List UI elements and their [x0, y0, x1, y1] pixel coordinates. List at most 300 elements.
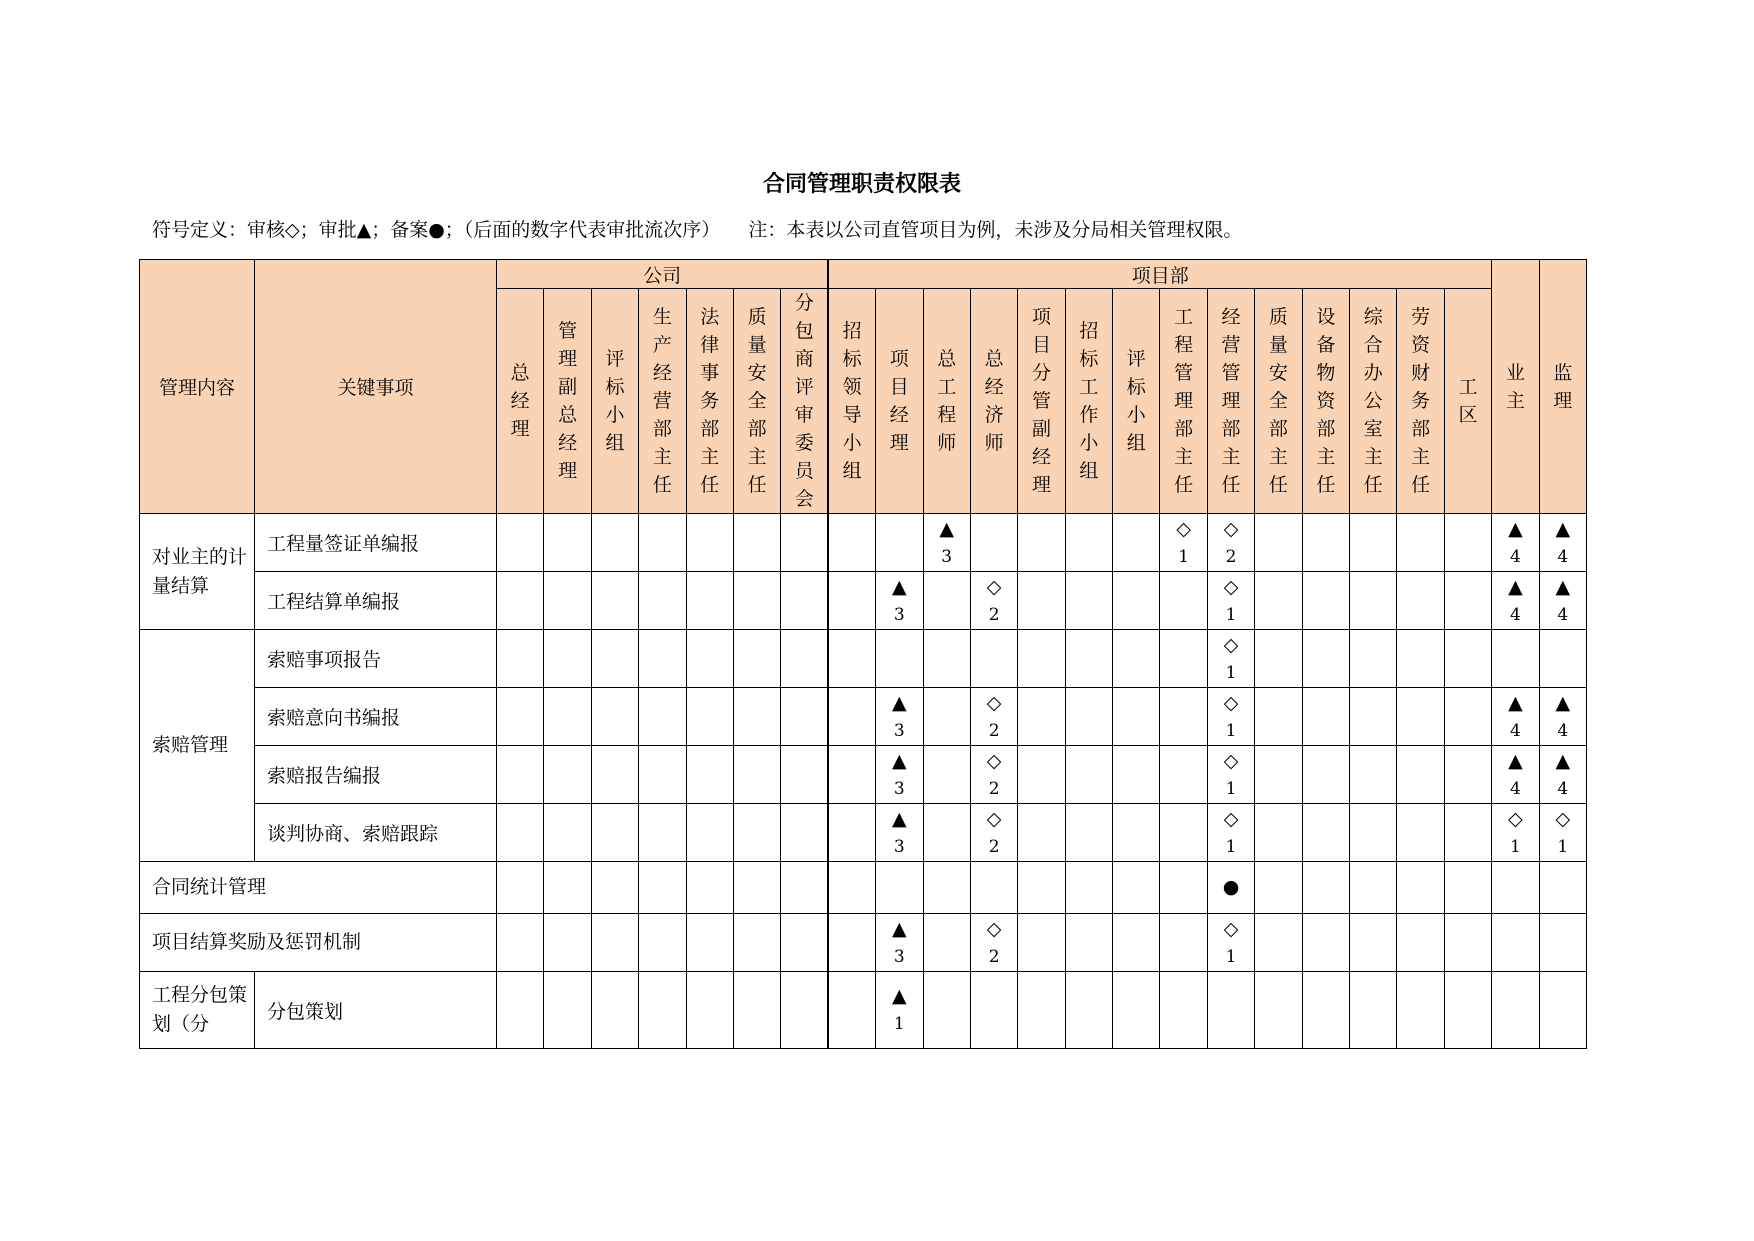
- approval-order: 4: [1509, 604, 1521, 625]
- role-cell: [781, 972, 828, 1049]
- role-cell: [1160, 804, 1207, 862]
- role-cell: [1255, 746, 1302, 804]
- header-role-company-1: [544, 289, 591, 514]
- table-row: [140, 630, 1587, 688]
- role-cell: [828, 688, 875, 746]
- role-cell: [781, 688, 828, 746]
- role-cell: [828, 630, 875, 688]
- header-role-label: 业主: [1505, 361, 1525, 412]
- role-cell: [497, 630, 544, 688]
- approval-symbol: ▲: [1555, 517, 1571, 540]
- role-cell: [591, 514, 638, 572]
- key-matter: 工程结算单编报: [255, 572, 497, 630]
- approval-order: 1: [1178, 546, 1190, 567]
- role-cell: [970, 914, 1017, 972]
- approval-symbol: ◇: [986, 749, 1002, 772]
- role-cell: [876, 746, 923, 804]
- approval-symbol: ◇: [1223, 917, 1239, 940]
- role-cell: [1492, 914, 1539, 972]
- role-cell: [1397, 914, 1444, 972]
- approval-symbol: ◇: [1223, 691, 1239, 714]
- role-cell: [1350, 688, 1397, 746]
- role-cell: [1302, 804, 1349, 862]
- role-cell: [544, 514, 591, 572]
- role-cell: [876, 914, 923, 972]
- role-cell: [1397, 746, 1444, 804]
- role-cell: [733, 804, 780, 862]
- role-cell: [733, 630, 780, 688]
- approval-order: 2: [1225, 546, 1237, 567]
- role-cell: [1065, 688, 1112, 746]
- role-cell: [1397, 688, 1444, 746]
- header-role-label: 分包商评审委员会: [794, 292, 814, 510]
- table-row: [140, 914, 1587, 972]
- header-role-label: 总经济师: [984, 348, 1004, 454]
- role-cell: [1397, 862, 1444, 914]
- approval-symbol: ▲: [892, 575, 907, 598]
- header-role-project-0: [828, 289, 875, 514]
- role-cell: [1350, 972, 1397, 1049]
- role-cell: [1065, 514, 1112, 572]
- role-cell: [1160, 914, 1207, 972]
- role-cell: [1255, 572, 1302, 630]
- role-cell: [591, 972, 638, 1049]
- role-cell: [686, 804, 733, 862]
- role-cell: [686, 688, 733, 746]
- role-cell: [1065, 914, 1112, 972]
- role-cell: [1160, 688, 1207, 746]
- approval-order: 3: [893, 836, 905, 857]
- role-cell: [781, 746, 828, 804]
- role-cell: [923, 572, 970, 630]
- header-role-label: 项目分管副经理: [1031, 306, 1051, 496]
- role-cell: [1492, 630, 1539, 688]
- approval-symbol: ▲: [1555, 691, 1571, 714]
- role-cell: [781, 630, 828, 688]
- role-cell: [1065, 972, 1112, 1049]
- role-cell: [1113, 514, 1160, 572]
- role-cell: [1302, 630, 1349, 688]
- header-role-project-4: [1018, 289, 1065, 514]
- role-cell: [497, 862, 544, 914]
- role-cell: [923, 972, 970, 1049]
- role-cell: [639, 746, 686, 804]
- role-cell: [876, 862, 923, 914]
- approval-symbol: ◇: [1223, 749, 1239, 772]
- role-cell: [1113, 746, 1160, 804]
- approval-order: 3: [893, 604, 905, 625]
- role-cell: [1255, 862, 1302, 914]
- table-row: [140, 572, 1587, 630]
- role-cell: [1397, 514, 1444, 572]
- role-cell: [1539, 804, 1586, 862]
- role-cell: [686, 972, 733, 1049]
- role-cell: [1444, 862, 1491, 914]
- approval-symbol: ▲: [892, 807, 907, 830]
- header-role-label: 经营管理部主任: [1221, 306, 1241, 496]
- header-role-label: 招标领导小组: [842, 320, 862, 482]
- role-cell: [1207, 804, 1254, 862]
- approval-symbol: ▲: [1508, 691, 1523, 714]
- approval-order: 4: [1509, 546, 1521, 567]
- approval-order: 4: [1509, 720, 1521, 741]
- role-cell: [1539, 746, 1586, 804]
- role-cell: [1065, 862, 1112, 914]
- role-cell: [970, 572, 1017, 630]
- role-cell: [1302, 572, 1349, 630]
- role-cell: [1302, 914, 1349, 972]
- role-cell: [1444, 804, 1491, 862]
- header-role-label: 综合办公室主任: [1363, 306, 1383, 496]
- role-cell: [876, 630, 923, 688]
- role-cell: [1065, 630, 1112, 688]
- role-cell: [639, 688, 686, 746]
- header-role-company-6: [781, 289, 828, 514]
- category-name: 工程分包策划（分: [140, 972, 255, 1049]
- approval-symbol: ▲: [1508, 749, 1523, 772]
- key-matter: 工程量签证单编报: [255, 514, 497, 572]
- role-cell: [781, 914, 828, 972]
- header-role-label: 工程管理部主任: [1174, 306, 1194, 496]
- role-cell: [781, 514, 828, 572]
- header-role-label: 评标小组: [1126, 348, 1146, 454]
- category-name: 合同统计管理: [140, 862, 497, 914]
- category-name: 索赔管理: [140, 630, 255, 862]
- header-role-label: 设备物资部主任: [1316, 306, 1336, 496]
- approval-order: 2: [988, 604, 1000, 625]
- role-cell: [1444, 514, 1491, 572]
- role-cell: [1539, 914, 1586, 972]
- role-cell: [970, 862, 1017, 914]
- role-cell: [686, 572, 733, 630]
- role-cell: [1492, 804, 1539, 862]
- role-cell: [1302, 862, 1349, 914]
- role-cell: [1065, 572, 1112, 630]
- header-role-project-13: [1444, 289, 1491, 514]
- approval-order: 1: [1225, 662, 1237, 683]
- table-row: [140, 514, 1587, 572]
- role-cell: [497, 572, 544, 630]
- role-cell: [828, 972, 875, 1049]
- role-cell: [1350, 862, 1397, 914]
- header-role-label: 总经理: [510, 362, 530, 440]
- role-cell: [1350, 572, 1397, 630]
- approval-order: 4: [1509, 778, 1521, 799]
- role-cell: [1350, 804, 1397, 862]
- header-role-project-7: [1160, 289, 1207, 514]
- role-cell: [1207, 630, 1254, 688]
- role-cell: [923, 862, 970, 914]
- role-cell: [544, 914, 591, 972]
- role-cell: [1065, 804, 1112, 862]
- key-matter: 索赔事项报告: [255, 630, 497, 688]
- role-cell: [1255, 914, 1302, 972]
- role-cell: [1539, 862, 1586, 914]
- header-role-project-3: [970, 289, 1017, 514]
- role-cell: [591, 862, 638, 914]
- role-cell: [876, 972, 923, 1049]
- role-cell: [1018, 514, 1065, 572]
- role-cell: [923, 514, 970, 572]
- key-matter: 索赔报告编报: [255, 746, 497, 804]
- role-cell: [497, 746, 544, 804]
- role-cell: [733, 972, 780, 1049]
- role-cell: [639, 630, 686, 688]
- role-cell: [781, 572, 828, 630]
- header-role-label: 监理: [1553, 361, 1573, 412]
- role-cell: [686, 630, 733, 688]
- approval-order: 2: [988, 946, 1000, 967]
- role-cell: [1255, 972, 1302, 1049]
- role-cell: [591, 688, 638, 746]
- header-role-company-2: [591, 289, 638, 514]
- role-cell: [1113, 572, 1160, 630]
- role-cell: [1207, 972, 1254, 1049]
- role-cell: [923, 630, 970, 688]
- header-role-project-11: [1350, 289, 1397, 514]
- approval-symbol: ◇: [1176, 517, 1191, 540]
- table-row: [140, 746, 1587, 804]
- role-cell: [1350, 746, 1397, 804]
- role-cell: [1207, 514, 1254, 572]
- role-cell: [497, 688, 544, 746]
- header-role-project-10: [1302, 289, 1349, 514]
- category-name: 项目结算奖励及惩罚机制: [140, 914, 497, 972]
- approval-order: 4: [1557, 604, 1569, 625]
- role-cell: [1302, 688, 1349, 746]
- role-cell: [1065, 746, 1112, 804]
- role-cell: [1539, 514, 1586, 572]
- role-cell: [1255, 804, 1302, 862]
- header-role-label: 法律事务部主任: [700, 306, 720, 496]
- role-cell: [639, 572, 686, 630]
- role-cell: [1444, 972, 1491, 1049]
- role-cell: [876, 514, 923, 572]
- table-row: [140, 862, 1587, 914]
- role-cell: [1160, 514, 1207, 572]
- approval-symbol: ◇: [986, 575, 1002, 598]
- role-cell: [1207, 572, 1254, 630]
- role-cell: [1113, 630, 1160, 688]
- header-role-project-1: [876, 289, 923, 514]
- role-cell: [1018, 572, 1065, 630]
- role-cell: [1302, 972, 1349, 1049]
- header-role-label: 项目经理: [889, 348, 909, 454]
- role-cell: [1492, 746, 1539, 804]
- approval-symbol: ▲: [892, 985, 907, 1007]
- role-cell: [1444, 630, 1491, 688]
- approval-symbol: ▲: [939, 517, 955, 540]
- role-cell: [639, 972, 686, 1049]
- role-cell: [497, 804, 544, 862]
- header-role-external-0: [1492, 260, 1539, 514]
- role-cell: [1397, 804, 1444, 862]
- role-cell: [686, 862, 733, 914]
- role-cell: [686, 514, 733, 572]
- approval-symbol: ◇: [986, 691, 1002, 714]
- role-cell: [1207, 688, 1254, 746]
- approval-order: 4: [1557, 778, 1569, 799]
- role-cell: [639, 862, 686, 914]
- role-cell: [1492, 688, 1539, 746]
- role-cell: [686, 914, 733, 972]
- approval-order: 1: [1225, 946, 1237, 967]
- role-cell: [497, 972, 544, 1049]
- approval-symbol: ◇: [1223, 807, 1239, 830]
- role-cell: [733, 688, 780, 746]
- role-cell: [876, 688, 923, 746]
- approval-order: 2: [988, 836, 1000, 857]
- role-cell: [1492, 572, 1539, 630]
- role-cell: [1444, 688, 1491, 746]
- role-cell: [1492, 862, 1539, 914]
- role-cell: [970, 514, 1017, 572]
- role-cell: [923, 746, 970, 804]
- table-row: [140, 804, 1587, 862]
- approval-order: 3: [893, 946, 905, 967]
- role-cell: [1539, 972, 1586, 1049]
- role-cell: [828, 914, 875, 972]
- approval-order: 3: [893, 720, 905, 741]
- table-note: 注：本表以公司直管项目为例，未涉及分局相关管理权限。: [748, 219, 1243, 241]
- role-cell: [1255, 514, 1302, 572]
- role-cell: [923, 688, 970, 746]
- role-cell: [1113, 914, 1160, 972]
- role-cell: [828, 572, 875, 630]
- approval-symbol: ◇: [1223, 633, 1239, 656]
- role-cell: [1018, 804, 1065, 862]
- role-cell: [1397, 630, 1444, 688]
- approval-symbol: ▲: [892, 917, 907, 940]
- role-cell: [1350, 514, 1397, 572]
- key-matter: 谈判协商、索赔跟踪: [255, 804, 497, 862]
- role-cell: [1160, 746, 1207, 804]
- symbol-definition: 符号定义：审核◇；审批▲；备案●；（后面的数字代表审批流次序）: [152, 219, 721, 241]
- approval-symbol: ▲: [1555, 575, 1571, 598]
- role-cell: [876, 572, 923, 630]
- role-cell: [1018, 862, 1065, 914]
- role-cell: [733, 572, 780, 630]
- key-matter: 分包策划: [255, 972, 497, 1049]
- role-cell: [828, 862, 875, 914]
- role-cell: [1160, 862, 1207, 914]
- header-role-label: 劳资财务部主任: [1411, 306, 1431, 496]
- approval-order: 1: [1225, 836, 1237, 857]
- header-role-label: 工区: [1458, 376, 1478, 426]
- role-cell: [970, 804, 1017, 862]
- role-cell: [1350, 914, 1397, 972]
- role-cell: [828, 514, 875, 572]
- key-matter: 索赔意向书编报: [255, 688, 497, 746]
- header-role-external-1: [1539, 260, 1586, 514]
- header-role-company-5: [733, 289, 780, 514]
- header-role-project-9: [1255, 289, 1302, 514]
- header-role-label: 评标小组: [605, 348, 625, 454]
- header-role-label: 管理副总经理: [558, 320, 578, 482]
- role-cell: [1018, 688, 1065, 746]
- role-cell: [1302, 746, 1349, 804]
- role-cell: [1397, 572, 1444, 630]
- role-cell: [591, 572, 638, 630]
- approval-symbol: ▲: [892, 691, 907, 714]
- role-cell: [497, 914, 544, 972]
- role-cell: [497, 514, 544, 572]
- header-role-company-4: [686, 289, 733, 514]
- role-cell: [1018, 914, 1065, 972]
- role-cell: [686, 746, 733, 804]
- approval-symbol: ▲: [1508, 575, 1523, 598]
- role-cell: [1255, 630, 1302, 688]
- header-role-company-3: [639, 289, 686, 514]
- role-cell: [970, 688, 1017, 746]
- role-cell: [828, 804, 875, 862]
- role-cell: [1113, 862, 1160, 914]
- role-cell: [733, 914, 780, 972]
- header-role-company-0: [497, 289, 544, 514]
- header-role-project-6: [1113, 289, 1160, 514]
- role-cell: [544, 746, 591, 804]
- approval-symbol: ◇: [986, 917, 1002, 940]
- role-cell: [1539, 688, 1586, 746]
- role-cell: [1207, 862, 1254, 914]
- table-row: [140, 688, 1587, 746]
- role-cell: [1444, 572, 1491, 630]
- role-cell: [591, 914, 638, 972]
- role-cell: [1444, 746, 1491, 804]
- approval-symbol: ◇: [1508, 807, 1523, 830]
- approval-symbol: ◇: [1223, 575, 1239, 598]
- role-cell: [544, 972, 591, 1049]
- role-cell: [544, 862, 591, 914]
- approval-order: 3: [941, 546, 953, 567]
- role-cell: [544, 572, 591, 630]
- approval-symbol: ◇: [986, 807, 1002, 830]
- legend-line: [152, 215, 1242, 242]
- header-role-label: 质量安全部主任: [1268, 306, 1288, 496]
- header-role-label: 生产经营部主任: [652, 306, 672, 496]
- role-cell: [639, 914, 686, 972]
- role-cell: [733, 862, 780, 914]
- role-cell: [781, 804, 828, 862]
- approval-symbol: ●: [1222, 876, 1240, 898]
- approval-symbol: ◇: [1555, 807, 1571, 830]
- approval-symbol: ▲: [1508, 517, 1523, 540]
- role-cell: [970, 630, 1017, 688]
- role-cell: [1539, 630, 1586, 688]
- approval-order: 1: [893, 1014, 905, 1034]
- role-cell: [639, 514, 686, 572]
- approval-symbol: ▲: [892, 749, 907, 772]
- role-cell: [1160, 572, 1207, 630]
- header-role-label: 总工程师: [937, 348, 957, 454]
- approval-order: 1: [1225, 604, 1237, 625]
- approval-order: 1: [1225, 778, 1237, 799]
- role-cell: [923, 914, 970, 972]
- page-title: 合同管理职责权限表: [762, 172, 961, 197]
- role-cell: [1302, 514, 1349, 572]
- role-cell: [828, 746, 875, 804]
- role-cell: [1207, 914, 1254, 972]
- header-group-company: 公司: [497, 260, 829, 289]
- header-role-label: 质量安全部主任: [747, 306, 767, 496]
- role-cell: [591, 630, 638, 688]
- header-role-project-5: [1065, 289, 1112, 514]
- role-cell: [544, 688, 591, 746]
- role-cell: [923, 804, 970, 862]
- role-cell: [1444, 914, 1491, 972]
- header-management-content: 管理内容: [140, 260, 255, 514]
- approval-order: 4: [1557, 546, 1569, 567]
